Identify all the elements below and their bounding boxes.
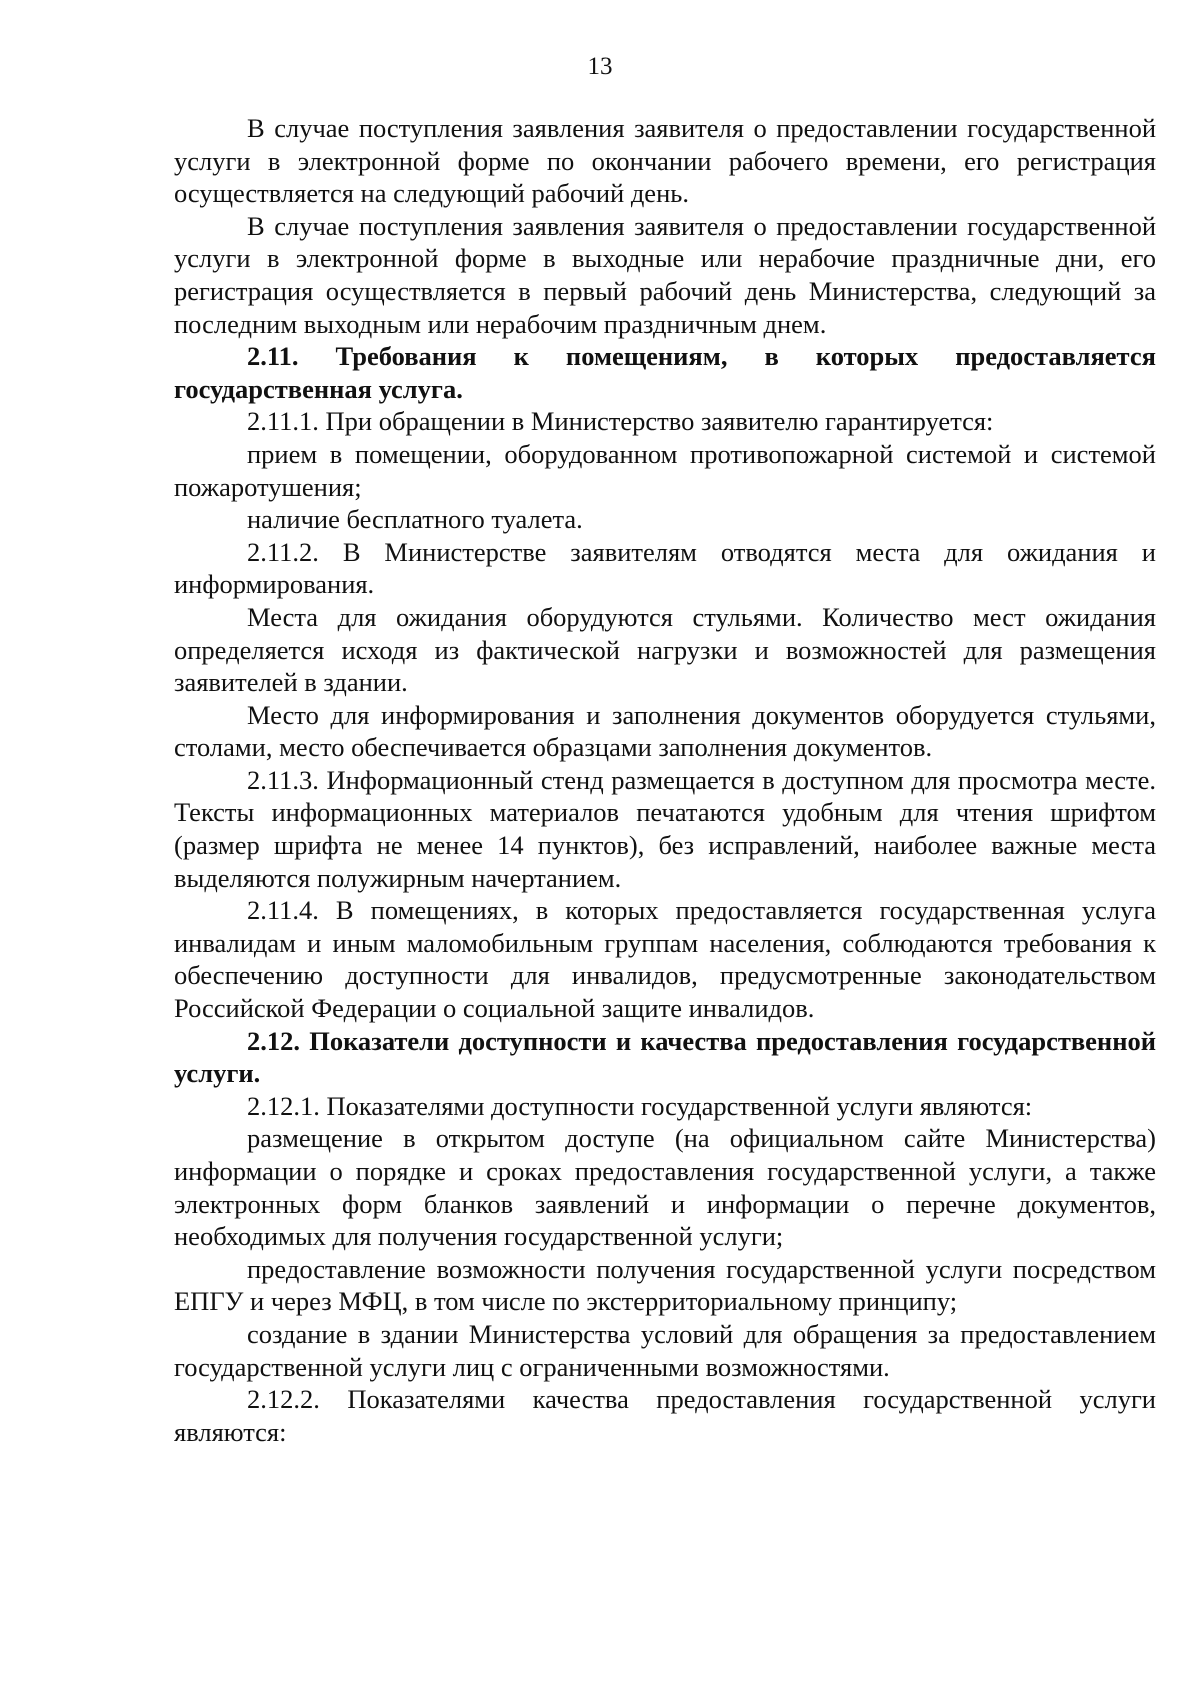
section-heading-2-12: 2.12. Показатели доступности и качества предоставления государственной услуги.: [174, 1025, 1156, 1089]
paragraph-2-12-2: 2.12.2. Показателями качества предоставления государственной услуги являются:: [174, 1384, 1156, 1447]
paragraph-2-11-4: 2.11.4. В помещениях, в которых предоставляется государственная услуга инвалидам и иным маломобильным группам населения, соблюдаются требования к обеспечению доступности для инвалидов, предусмотренные законодательством Российской Федерации о социальной защите инвалидов.: [174, 895, 1156, 1024]
paragraph-electronic-holidays: В случае поступления заявления заявителя о предоставлении государственной услуги в электронной форме в выходные или нерабочие праздничные дни, его регистрация осуществляется в первый рабочий день Министерства, следующий за последним выходным или нерабочим праздничным днем.: [174, 210, 1156, 339]
section-heading-2-11: 2.11. Требования к помещениям, в которых предоставляется государственная услуга.: [174, 341, 1156, 404]
paragraph-2-11-1: 2.11.1. При обращении в Министерство заявителю гарантируется:: [247, 406, 994, 437]
paragraph-limited-mobility: создание в здании Министерства условий для обращения за предоставлением государственной услуги лиц с ограниченными возможностями.: [174, 1318, 1156, 1382]
paragraph-epgu-mfc: предоставление возможности получения государственной услуги посредством ЕПГУ и через МФЦ, в том числе по экстерриториальному принципу;: [174, 1253, 1156, 1317]
paragraph-open-access: размещение в открытом доступе (на официальном сайте Министерства) информации о порядке и сроках предоставления государственной услуги, а также электронных форм бланков заявлений и информации о перечне документов, необходимых для получения государственной услуги;: [174, 1123, 1156, 1252]
paragraph-fire-safety: прием в помещении, оборудованном противопожарной системой и системой пожаротушения;: [174, 438, 1156, 502]
page-number: 13: [587, 53, 613, 80]
paragraph-toilet: наличие бесплатного туалета.: [247, 504, 583, 535]
paragraph-information-place: Место для информирования и заполнения документов оборудуется стульями, столами, место обеспечивается образцами заполнения документов.: [174, 699, 1156, 763]
paragraph-2-11-3: 2.11.3. Информационный стенд размещается в доступном для просмотра месте. Тексты информационных материалов печатаются удобным для чтения шрифтом (размер шрифта не менее 14 пунктов), без исправлений, наиболее важные места выделяются полужирным начертанием.: [174, 764, 1156, 893]
paragraph-2-12-1: 2.12.1. Показателями доступности государственной услуги являются:: [247, 1090, 1033, 1121]
paragraph-waiting-places: Места для ожидания оборудуются стульями. Количество мест ожидания определяется исходя из фактической нагрузки и возможностей для размещения заявителей в здании.: [174, 601, 1156, 698]
paragraph-electronic-after-hours: В случае поступления заявления заявителя о предоставлении государственной услуги в электронной форме по окончании рабочего времени, его регистрация осуществляется на следующий рабочий день.: [174, 113, 1156, 209]
paragraph-2-11-2: 2.11.2. В Министерстве заявителям отводятся места для ожидания и информирования.: [174, 536, 1156, 600]
document-body: [174, 112, 1156, 1448]
